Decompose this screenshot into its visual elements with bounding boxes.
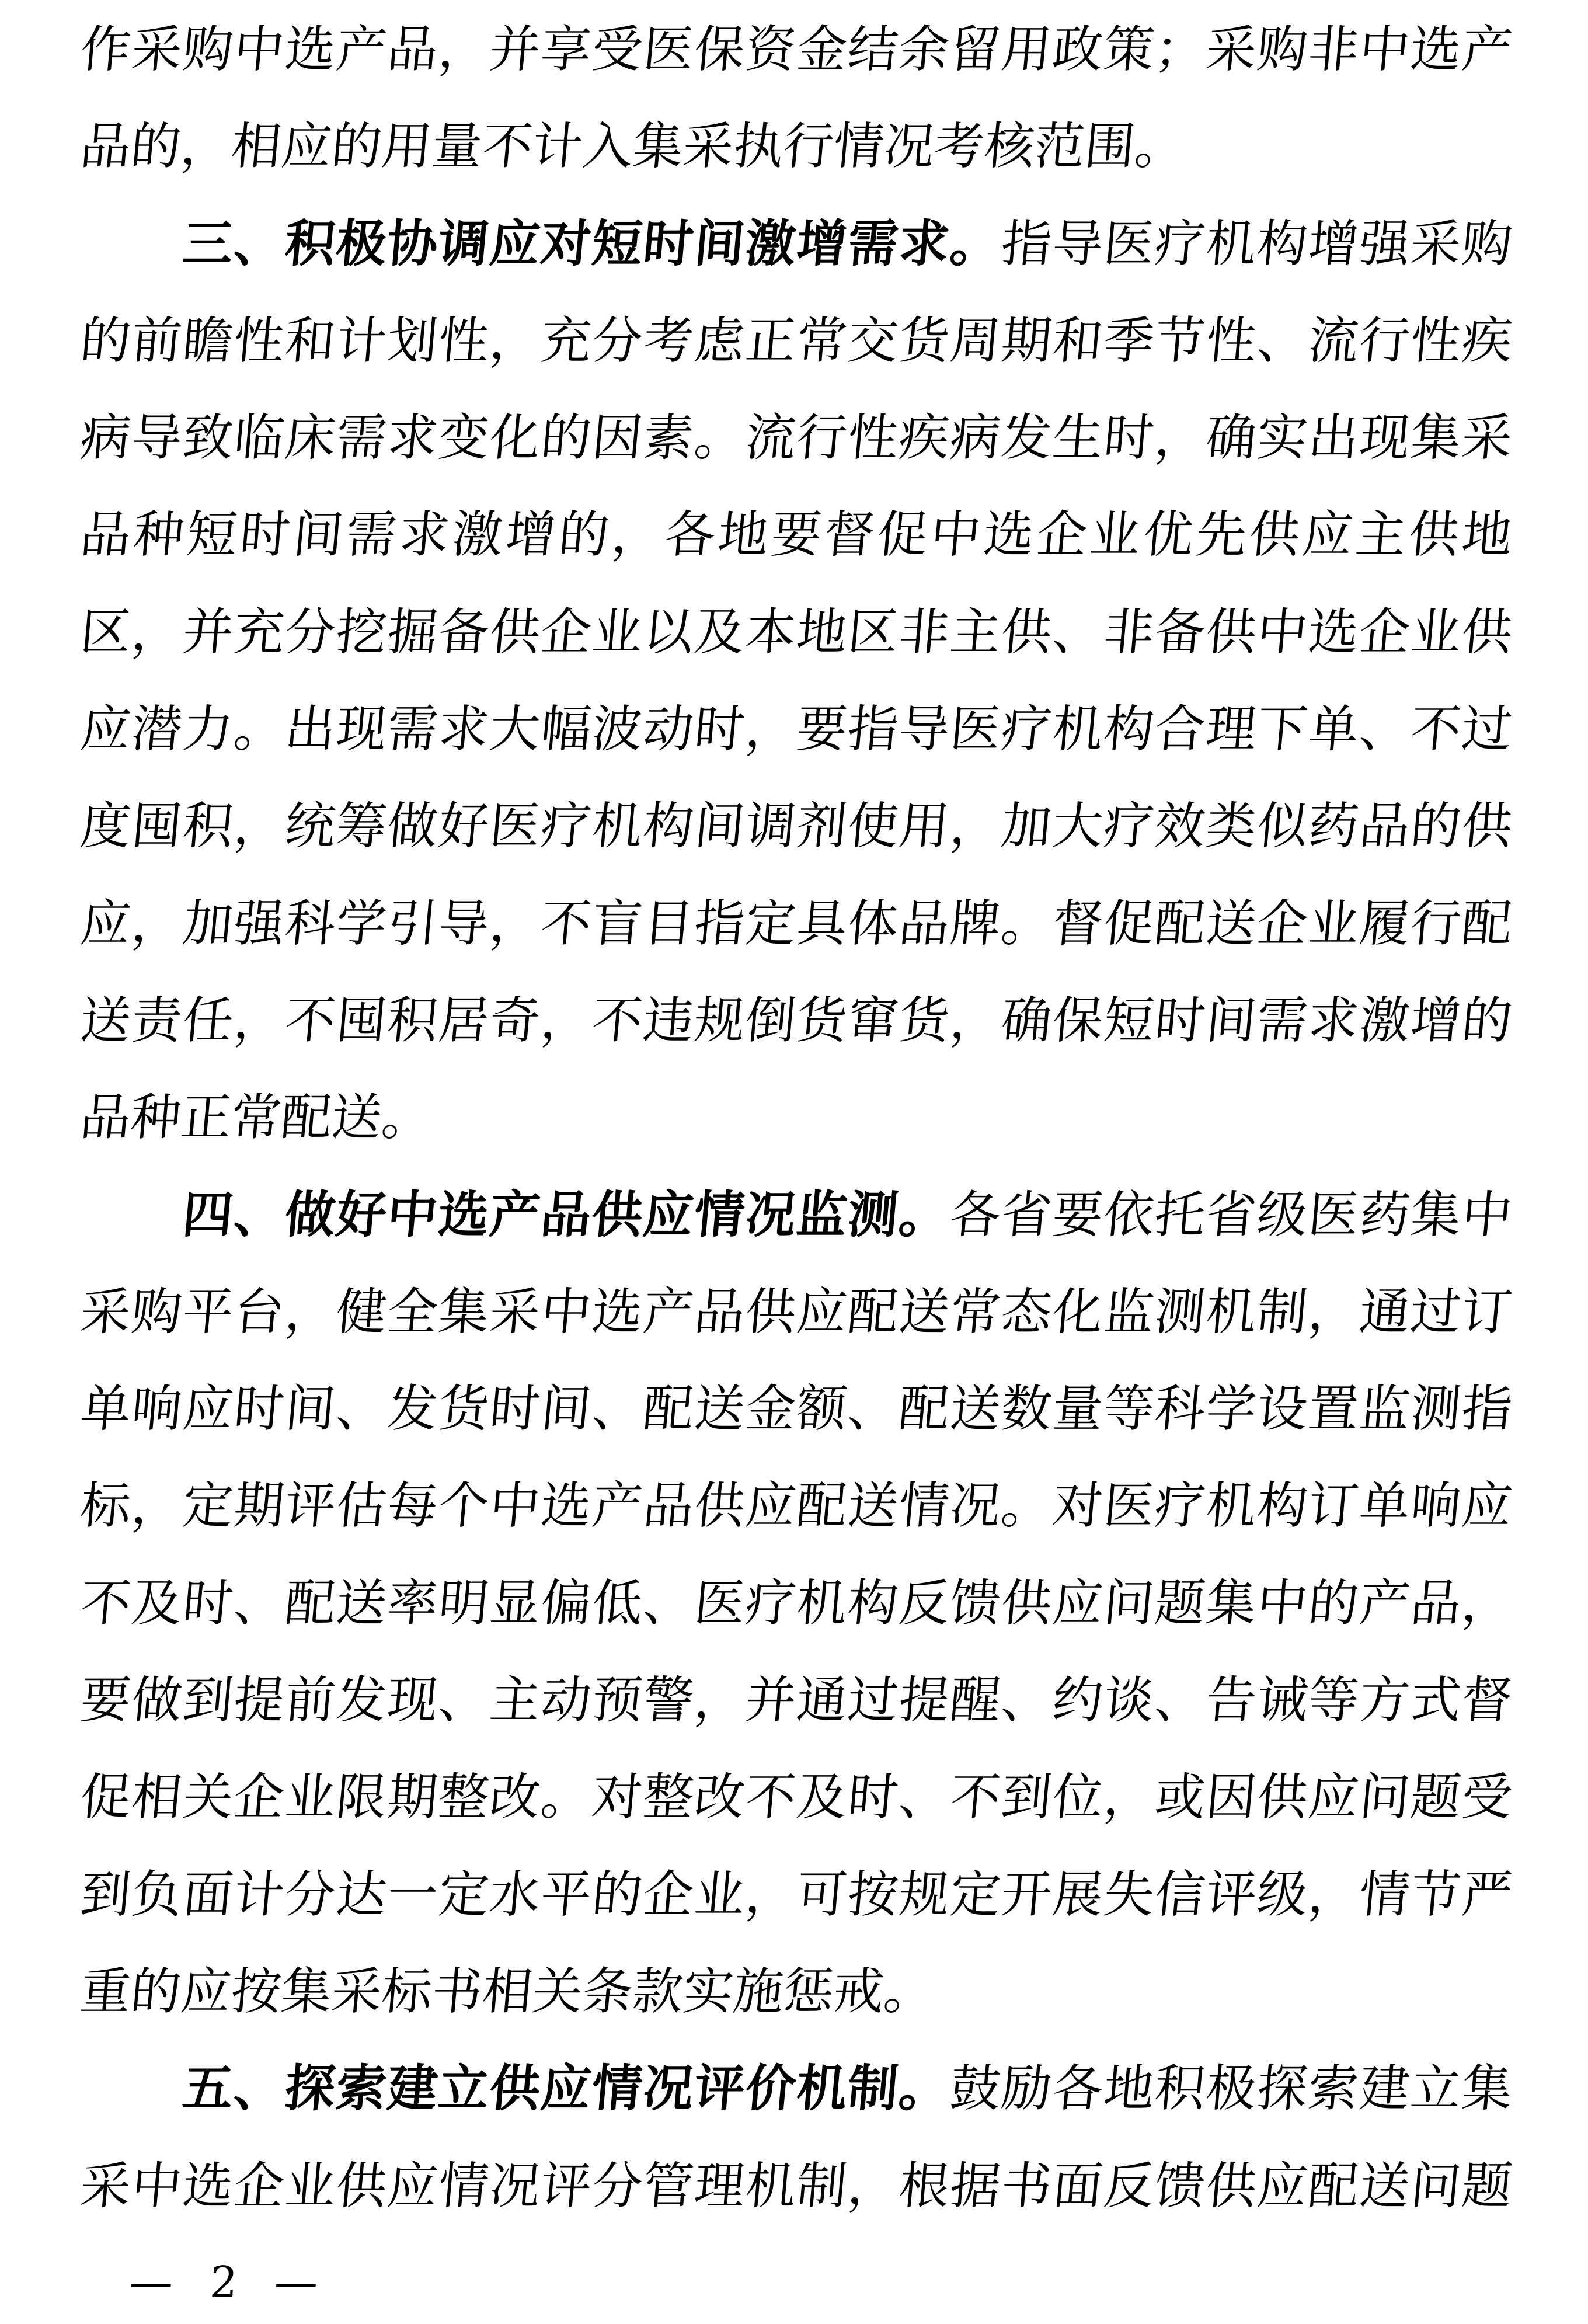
section-heading: 四、做好中选产品供应情况监测。 [180, 1187, 953, 1243]
text-line [76, 1069, 1517, 1166]
text-line [76, 1, 1517, 98]
text-line [76, 1749, 1517, 1846]
text-line [76, 584, 1517, 681]
line-text: 的前瞻性和计划性，充分考虑正常交货周期和季节性、流行性疾 [78, 312, 1515, 369]
line-text: 各省要依托省级医药集中 [948, 1187, 1515, 1243]
line-text: 不及时、配送率明显偏低、医疗机构反馈供应问题集中的产品， [78, 1575, 1515, 1631]
text-line [76, 98, 1517, 195]
line-text: 区，并充分挖掘备供企业以及本地区非主供、非备供中选企业供 [78, 604, 1515, 660]
text-line [76, 972, 1517, 1069]
text-line [76, 486, 1517, 583]
text-line [76, 681, 1517, 778]
text-line [76, 1943, 1517, 2040]
line-text: 品种正常配送。 [78, 1090, 435, 1146]
line-text: 单响应时间、发货时间、配送金额、配送数量等科学设置监测指 [78, 1381, 1515, 1438]
line-text: 采中选企业供应情况评分管理机制，根据书面反馈供应配送问题 [78, 2158, 1515, 2214]
text-line [76, 1457, 1517, 1554]
document-body [78, 1, 1515, 2235]
text-line [76, 293, 1517, 389]
text-line [76, 1264, 1517, 1361]
line-text: 鼓励各地积极探索建立集 [948, 2061, 1515, 2117]
line-text: 送责任，不囤积居奇，不违规倒货窜货，确保短时间需求激增的 [78, 992, 1515, 1049]
text-line [76, 1361, 1517, 1457]
text-line [76, 2138, 1517, 2235]
line-text: 重的应按集采标书相关条款实施惩戒。 [78, 1963, 937, 2020]
line-text: 病导致临床需求变化的因素。流行性疾病发生时，确实出现集采 [78, 410, 1515, 467]
text-line [76, 1652, 1517, 1749]
text-line-section-3 [76, 196, 1517, 293]
line-text: 要做到提前发现、主动预警，并通过提醒、约谈、告诫等方式督 [78, 1672, 1515, 1729]
line-text: 度囤积，统筹做好医疗机构间调剂使用，加大疗效类似药品的供 [78, 798, 1515, 855]
text-line [76, 1846, 1517, 1943]
text-line [76, 389, 1517, 486]
section-heading: 五、探索建立供应情况评价机制。 [180, 2061, 953, 2117]
line-text: 作采购中选产品，并享受医保资金结余留用政策；采购非中选产 [78, 22, 1515, 78]
section-heading: 三、积极协调应对短时间激增需求。 [180, 215, 1004, 272]
page-number: — 2 — [128, 2257, 331, 2308]
line-text: 应，加强科学引导，不盲目指定具体品牌。督促配送企业履行配 [78, 895, 1515, 952]
line-text: 品的，相应的用量不计入集采执行情况考核范围。 [78, 119, 1188, 175]
line-text: 品种短时间需求激增的，各地要督促中选企业优先供应主供地 [78, 507, 1515, 563]
line-text: 应潜力。出现需求大幅波动时，要指导医疗机构合理下单、不过 [78, 701, 1515, 758]
line-text: 指导医疗机构增强采购 [999, 215, 1515, 272]
line-text: 标，定期评估每个中选产品供应配送情况。对医疗机构订单响应 [78, 1478, 1515, 1535]
line-text: 采购平台，健全集采中选产品供应配送常态化监测机制，通过订 [78, 1283, 1515, 1340]
text-line-section-4 [76, 1167, 1517, 1264]
line-text: 到负面计分达一定水平的企业，可按规定开展失信评级，情节严 [78, 1866, 1515, 1923]
line-text: 促相关企业限期整改。对整改不及时、不到位，或因供应问题受 [78, 1769, 1515, 1826]
text-line [76, 875, 1517, 972]
text-line [76, 778, 1517, 875]
text-line-section-5 [76, 2040, 1517, 2137]
text-line [76, 1555, 1517, 1652]
